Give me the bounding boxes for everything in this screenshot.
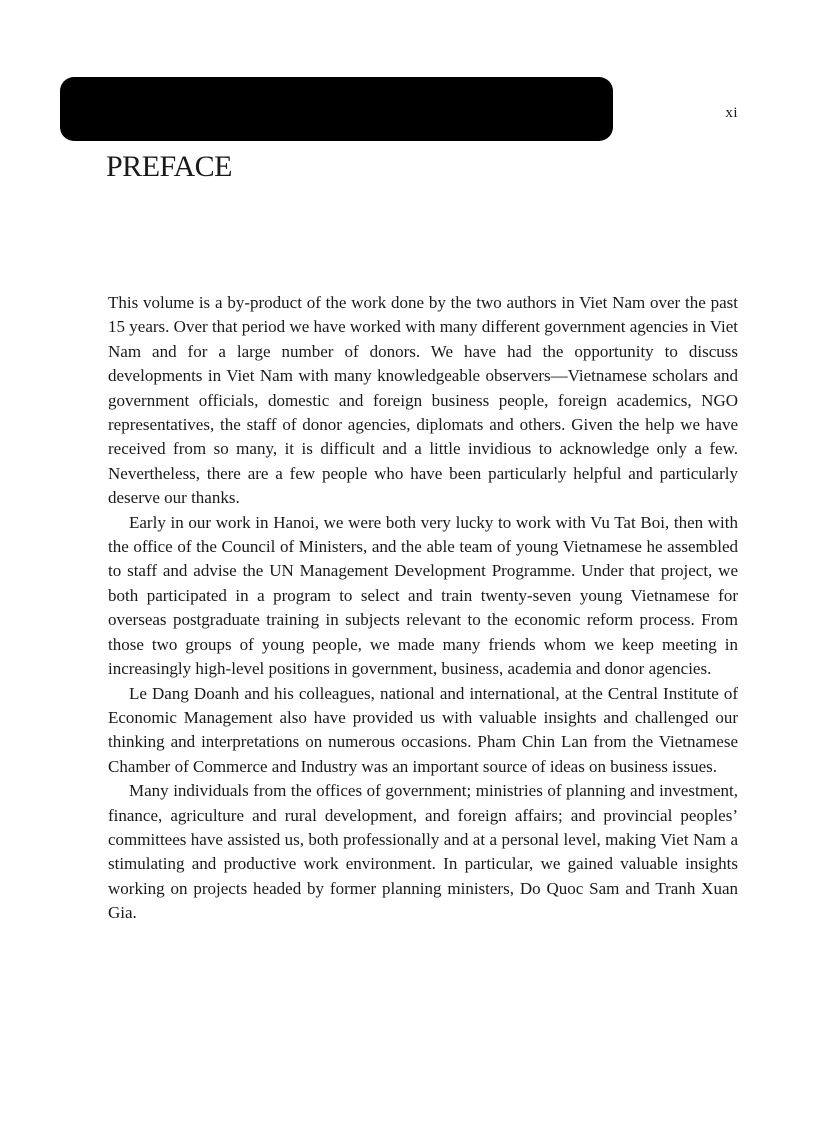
page-number: xi [725,105,738,121]
paragraph-3: Le Dang Doanh and his colleagues, national and international, at the Central Institute of Economic Management also have provided us with valuable insights and challenged our thinking and interpretations on numerous occasions. Pham Chin Lan from the Vietnamese Chamber of Commerce and Industry was an important source of ideas on business issues. [108,683,738,776]
paragraph-2: Early in our work in Hanoi, we were both very lucky to work with Vu Tat Boi, then with the office of the Council of Ministers, and the able team of young Vietnamese he assembled to staff and advise the UN Management Development Programme. Under that project, we both participated in a program to select and train twenty-seven young Vietnamese for overseas postgraduate training in subjects relevant to the economic reform process. From those two groups of young people, we made many friends whom we keep meeting in increasingly high-level positions in government, business, academia and donor agencies. [108,512,738,679]
page-title: PREFACE [106,150,232,183]
preface-body [108,291,738,926]
chapter-header-bar [60,77,613,141]
paragraph-4: Many individuals from the offices of government; ministries of planning and investment, finance, agriculture and rural development, and foreign affairs; and provincial peoples’ committees have assisted us, both professionally and at a personal level, making Viet Nam a stimulating and productive work environment. In particular, we gained valuable insights working on projects headed by former planning ministers, Do Quoc Sam and Tranh Xuan Gia. [108,781,738,923]
paragraph-1: This volume is a by-product of the work done by the two authors in Viet Nam over the past 15 years. Over that period we have worked with many different government agencies in Viet Nam and for a large number of donors. We have had the opportunity to discuss developments in Viet Nam with many knowledgeable observers—Vietnamese scholars and government officials, domestic and foreign business people, foreign academics, NGO representatives, the staff of donor agencies, diplomats and others. Given the help we have received from so many, it is difficult and a little invidious to acknowledge only a few. Nevertheless, there are a few people who have been particularly helpful and particularly deserve our thanks. [108,293,738,508]
